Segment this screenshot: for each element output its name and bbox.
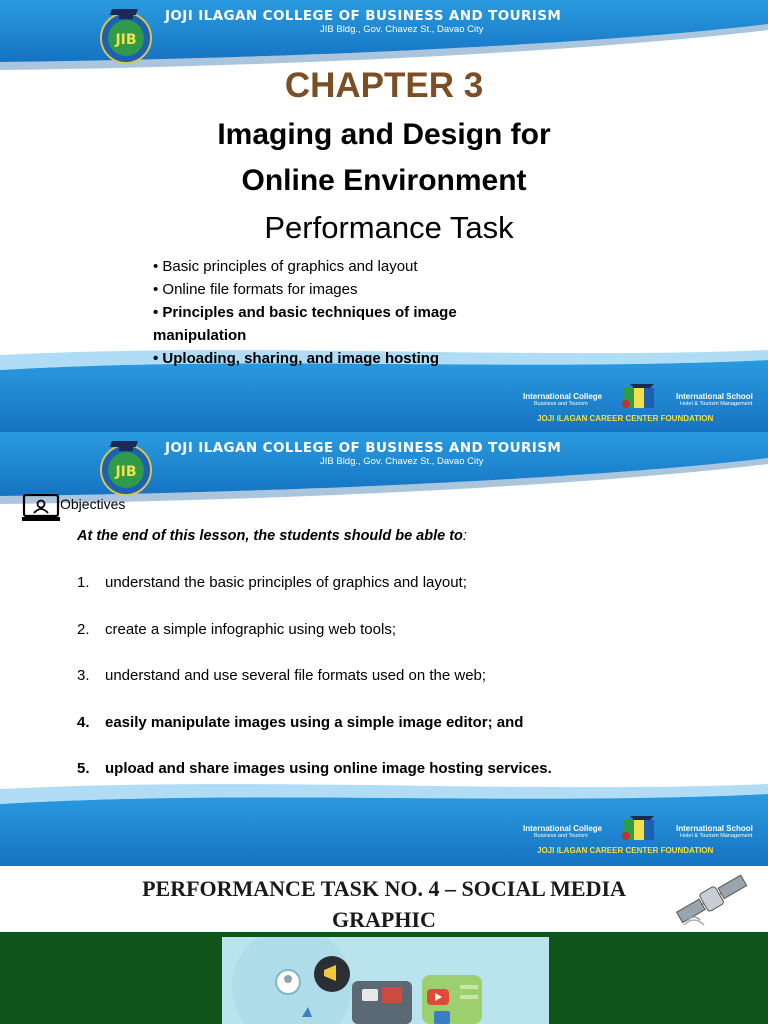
footer-left-subtitle: Business and Tourism [534, 833, 588, 839]
objective-item [77, 760, 552, 807]
computer-monitor-icon [22, 494, 60, 522]
footer-logo [520, 812, 760, 856]
slide-objectives [0, 432, 768, 866]
objective-item [77, 714, 552, 761]
college-logo-icon [97, 6, 155, 64]
school-name: JOJI ILAGAN COLLEGE OF BUSINESS AND TOURISM [165, 440, 562, 456]
objectives-list [77, 574, 552, 807]
satellite-icon [668, 870, 760, 932]
objective-text: understand and use several file formats used on the web; [105, 667, 487, 684]
foundation-emblem-icon [620, 382, 660, 412]
performance-task-title [0, 873, 768, 935]
objective-item [77, 621, 552, 668]
topic-bullet: • Basic principles of graphics and layout [153, 258, 418, 275]
foundation-name: JOJI ILAGAN CAREER CENTER FOUNDATION [537, 846, 714, 855]
chapter-subtitle: Performance Task [264, 210, 514, 245]
objective-number: 1. [77, 574, 90, 591]
slide-chapter-3 [0, 0, 768, 432]
footer-left-title: International College [523, 392, 603, 401]
footer-right-subtitle: Hotel & Tourism Management [680, 833, 753, 839]
topic-bullet: • Principles and basic techniques of image manipulation [153, 304, 457, 344]
performance-task-title-line2: GRAPHIC [332, 907, 436, 932]
chapter-title-line2: Online Environment [241, 164, 527, 197]
footer-right-title: International School [676, 392, 753, 401]
objectives-intro [77, 528, 467, 544]
objective-text: easily manipulate images using a simple image editor; and [105, 713, 524, 731]
performance-task-title-line1: PERFORMANCE TASK NO. 4 – SOCIAL MEDIA [142, 876, 626, 901]
intro-colon: : [462, 528, 467, 544]
school-address: JIB Bldg., Gov. Chavez St., Davao City [320, 456, 484, 467]
foundation-name: JOJI ILAGAN CAREER CENTER FOUNDATION [537, 414, 714, 423]
foundation-emblem-icon [620, 814, 660, 844]
objectives-label: Objectives [60, 496, 126, 512]
objective-item [77, 574, 552, 621]
objective-text: upload and share images using online image hosting services. [105, 760, 552, 777]
footer-right-subtitle: Hotel & Tourism Management [680, 401, 753, 407]
objective-text: create a simple infographic using web tools; [105, 620, 396, 638]
school-name: JOJI ILAGAN COLLEGE OF BUSINESS AND TOURISM [165, 8, 562, 24]
objective-number: 2. [77, 620, 90, 638]
objective-item [77, 667, 552, 714]
school-address: JIB Bldg., Gov. Chavez St., Davao City [320, 24, 484, 35]
chapter-title-line1: Imaging and Design for [217, 118, 551, 151]
objective-number: 3. [77, 667, 90, 684]
logo-text: JIB [115, 32, 137, 48]
topic-bullet: • Online file formats for images [153, 281, 358, 298]
footer-logo [520, 380, 760, 424]
intro-text: At the end of this lesson, the students should be able to [77, 528, 463, 544]
slide-performance-task [0, 866, 768, 1024]
footer-left-subtitle: Business and Tourism [534, 401, 588, 407]
footer-left-title: International College [523, 824, 603, 833]
objective-number: 4. [77, 713, 90, 731]
logo-text: JIB [115, 464, 137, 480]
objective-number: 5. [77, 760, 90, 777]
footer-right-title: International School [676, 824, 753, 833]
social-media-infographic-image [222, 937, 549, 1024]
chapter-heading: CHAPTER 3 [284, 66, 484, 105]
objective-text: understand the basic principles of graphics and layout; [105, 574, 467, 591]
topic-bullet: • Uploading, sharing, and image hosting [153, 350, 440, 367]
topic-bullet-list [153, 255, 513, 370]
college-logo-icon [97, 438, 155, 496]
